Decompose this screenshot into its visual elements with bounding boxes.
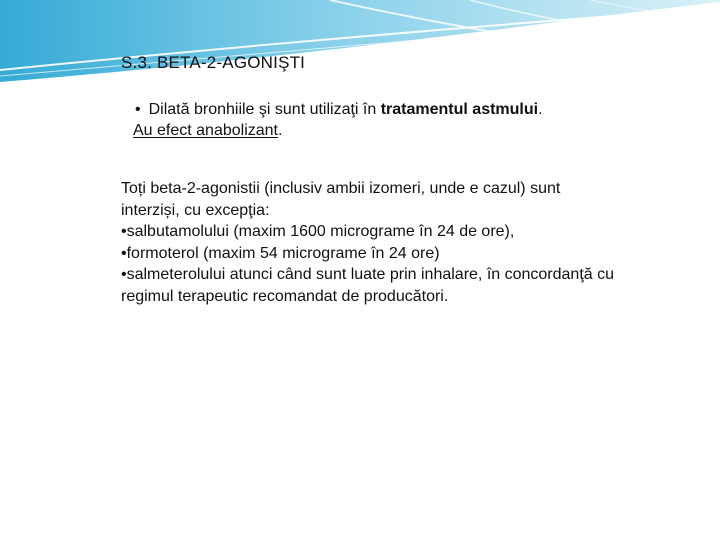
bullet-line-2 [133,120,693,141]
bullet-item [133,99,693,141]
bullet-marker: • [135,101,141,118]
anabolic-effect-text: Au efect anabolizant [133,122,278,139]
paragraph-line: •salmeterolului atunci când sunt luate prin inhalare, în concordanţă cu [121,266,615,284]
paragraph-line: •formoterol (maxim 54 micrograme în 24 ore) [121,244,440,262]
bullet-text-pre: Dilată bronhiile şi sunt utilizaţi în [148,101,381,118]
bullet-line-2-post: . [278,122,283,139]
paragraph-line: interziși, cu excepţia: [121,201,270,219]
bullet-line-1 [133,99,693,120]
bullet-text-post: . [538,101,543,118]
paragraph-line: Toți beta-2-agonistii (inclusiv ambii izomeri, unde e cazul) sunt [121,180,561,197]
bullet-text-bold: tratamentul astmului [380,101,539,118]
decorative-header-wave [0,0,720,90]
slide-title: S.3. BETA-2-AGONIŞTI [121,53,306,72]
paragraph-line: regimul terapeutic recomandat de producători. [121,287,449,305]
exceptions-paragraph [121,178,691,308]
paragraph-line: •salbutamolului (maxim 1600 micrograme în 24 de ore), [121,223,515,241]
